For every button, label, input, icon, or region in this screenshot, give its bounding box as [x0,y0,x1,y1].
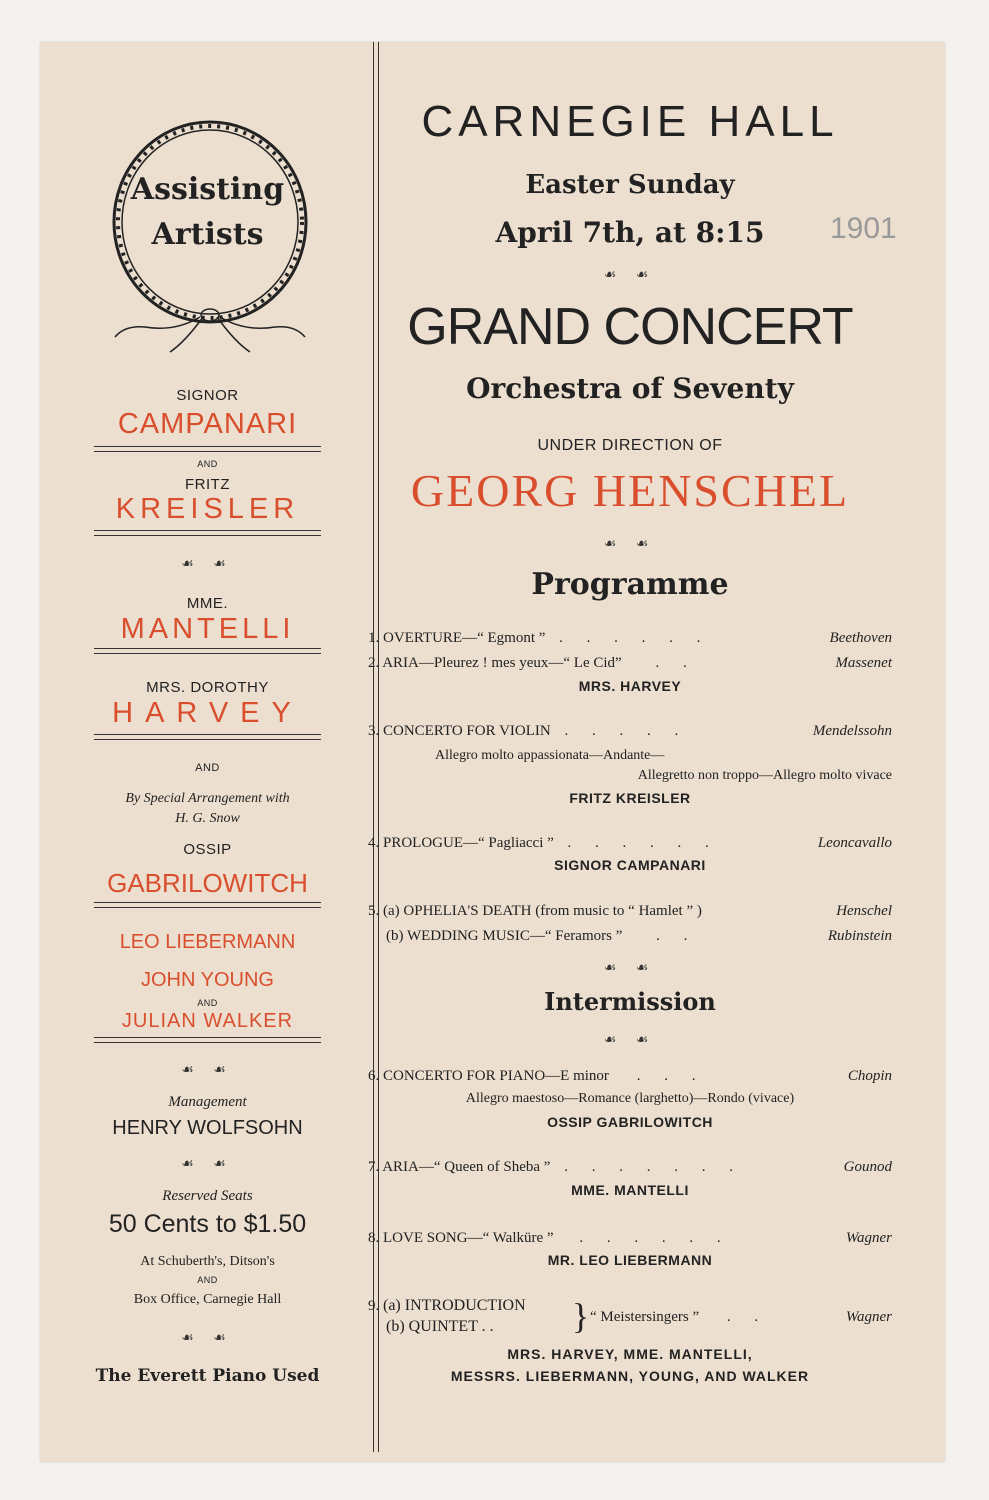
item-performer: MR. LEO LIEBERMANN [547,1252,713,1268]
leader-dots: . . . [636,1068,706,1084]
item-number: 3. [368,723,380,739]
handwritten-year: 1901 [830,212,897,245]
ornament: ☙ ☙ [603,1033,657,1048]
item-number: 7. [368,1159,380,1175]
programme-item-5b [386,925,892,947]
artist3-name: MANTELLI [120,613,295,645]
item-composer: Chopin [847,1068,892,1084]
rule [94,734,321,740]
item-composer: Leoncavallo [817,835,892,851]
item-composer: Wagner [845,1309,892,1325]
ornament: ☙ ☙ [181,1157,234,1172]
item-title: PROLOGUE—“ Pagliacci ” [383,835,554,851]
item-title: (a) INTRODUCTION [383,1297,526,1314]
leader-dots: . . . . . . [567,835,719,851]
programme-item-4 [368,832,892,854]
seats-where-line2: Box Office, Carnegie Hall [133,1292,282,1307]
item-composer: Gounod [843,1159,892,1175]
date-line2: April 7th, at 8:15 [495,216,765,249]
item-number: 1. [368,630,380,646]
programme-item-2 [368,652,892,674]
item-composer: Massenet [835,655,892,671]
artist5-title: OSSIP [183,841,232,858]
and-label: AND [195,762,220,774]
item-work: “ Meistersingers ” [590,1309,700,1325]
seats-price: 50 Cents to $1.50 [108,1210,307,1238]
artist3-title: MME. [186,595,229,612]
ornament: ☙ ☙ [603,537,657,552]
orchestra-subtitle: Orchestra of Seventy [466,372,794,405]
item-number: 8. [368,1230,380,1246]
artist7-name: JOHN YOUNG [141,969,274,991]
item-number: 4. [368,835,380,851]
ornament: ☙ ☙ [603,961,657,976]
programme-item-8 [368,1227,892,1249]
rule [94,648,321,654]
leader-dots: . . . . . . [559,630,711,646]
rule [94,1037,321,1043]
piano-note: The Everett Piano Used [95,1366,320,1386]
artist1-name: CAMPANARI [117,408,298,440]
artist8-name: JULIAN WALKER [121,1010,294,1032]
leader-dots: . . [656,928,698,944]
ornament: ☙ ☙ [181,1063,234,1078]
item-movements: Allegro maestoso—Romance (larghetto)—Rondo (vivace) [465,1091,795,1106]
item-performer: MESSRS. LIEBERMANN, YOUNG, AND WALKER [450,1368,810,1384]
wreath-text-artists: Artists [151,217,264,252]
leader-dots: . . [655,655,697,671]
hall-title: CARNEGIE HALL [421,97,839,146]
programme-sheet [40,42,945,1462]
item-performer: MRS. HARVEY [578,678,682,694]
leader-dots: . . . . . [564,723,689,739]
arrangement-line1: By Special Arrangement with [125,791,290,806]
item-composer: Rubinstein [827,928,892,944]
item-number: 6. [368,1068,380,1084]
item-movements: Allegro molto appassionata—Andante— [435,748,665,763]
ornament: ☙ ☙ [603,268,657,283]
wreath-text-assisting: Assisting [130,172,285,207]
concert-title: GRAND CONCERT [407,298,853,356]
rule [94,902,321,908]
leader-dots: . . . . . . [579,1230,731,1246]
artist4-title: MRS. DOROTHY [146,679,269,696]
programme-item-1 [368,627,892,649]
seats-where-line1: At Schuberth's, Ditson's [140,1254,275,1269]
ornament: ☙ ☙ [181,1331,234,1346]
item-composer: Mendelssohn [812,723,892,739]
item-title: (b) WEDDING MUSIC—“ Feramors ” [386,928,623,944]
item-title: (a) OPHELIA'S DEATH (from music to “ Hamlet ” ) [383,903,702,919]
item-title: CONCERTO FOR PIANO—E minor [383,1068,609,1084]
artist2-name: KREISLER [115,493,300,525]
item-title: OVERTURE—“ Egmont ” [383,630,546,646]
rule [94,446,321,452]
programme-item-6 [368,1065,892,1087]
item-title: (b) QUINTET . . [386,1318,494,1335]
artist5-name: GABRILOWITCH [107,868,308,898]
item-performer: MRS. HARVEY, MME. MANTELLI, [507,1346,753,1362]
item-title: ARIA—“ Queen of Sheba ” [382,1159,551,1175]
conductor-name: GEORG HENSCHEL [410,465,850,516]
brace: } [572,1296,590,1336]
and-label: AND [197,459,218,469]
seats-label: Reserved Seats [162,1188,253,1204]
artist1-title: SIGNOR [176,387,239,404]
item-performer: SIGNOR CAMPANARI [554,857,706,873]
management-label: Management [168,1094,247,1110]
artist4-name: HARVEY [112,697,303,729]
intermission-heading: Intermission [544,987,716,1016]
ornament: ☙ ☙ [181,557,234,572]
artist6-name: LEO LIEBERMANN [119,931,296,953]
management-name: HENRY WOLFSOHN [112,1117,303,1139]
arrangement-line2: H. G. Snow [175,811,240,826]
and-label: AND [197,1275,218,1285]
item-movements: Allegretto non troppo—Allegro molto vivace [637,768,892,783]
programme-item-3 [368,720,892,742]
programme-heading: Programme [531,567,729,602]
item-title: CONCERTO FOR VIOLIN [383,723,551,739]
programme-item-5a [368,900,892,922]
item-number: 2. [368,655,380,671]
leader-dots: . . [726,1309,769,1325]
item-title: LOVE SONG—“ Walküre ” [383,1230,554,1246]
direction-label: UNDER DIRECTION OF [537,437,723,454]
and-label: AND [197,998,218,1008]
rule [94,530,321,536]
item-composer: Wagner [845,1230,892,1246]
item-composer: Beethoven [829,630,892,646]
programme-item-7 [368,1156,892,1178]
item-composer: Henschel [836,903,892,919]
item-number: 9. [368,1298,380,1314]
item-number: 5. [368,903,380,919]
leader-dots: . . . . . . . [564,1159,743,1175]
artist2-title: FRITZ [185,476,230,493]
item-title: ARIA—Pleurez ! mes yeux—“ Le Cid” [382,655,622,671]
date-line1: Easter Sunday [525,170,735,200]
item-performer: MME. MANTELLI [571,1182,689,1198]
programme-item-9-work [590,1306,892,1328]
item-performer: FRITZ KREISLER [569,790,691,806]
item-performer: OSSIP GABRILOWITCH [547,1114,713,1130]
